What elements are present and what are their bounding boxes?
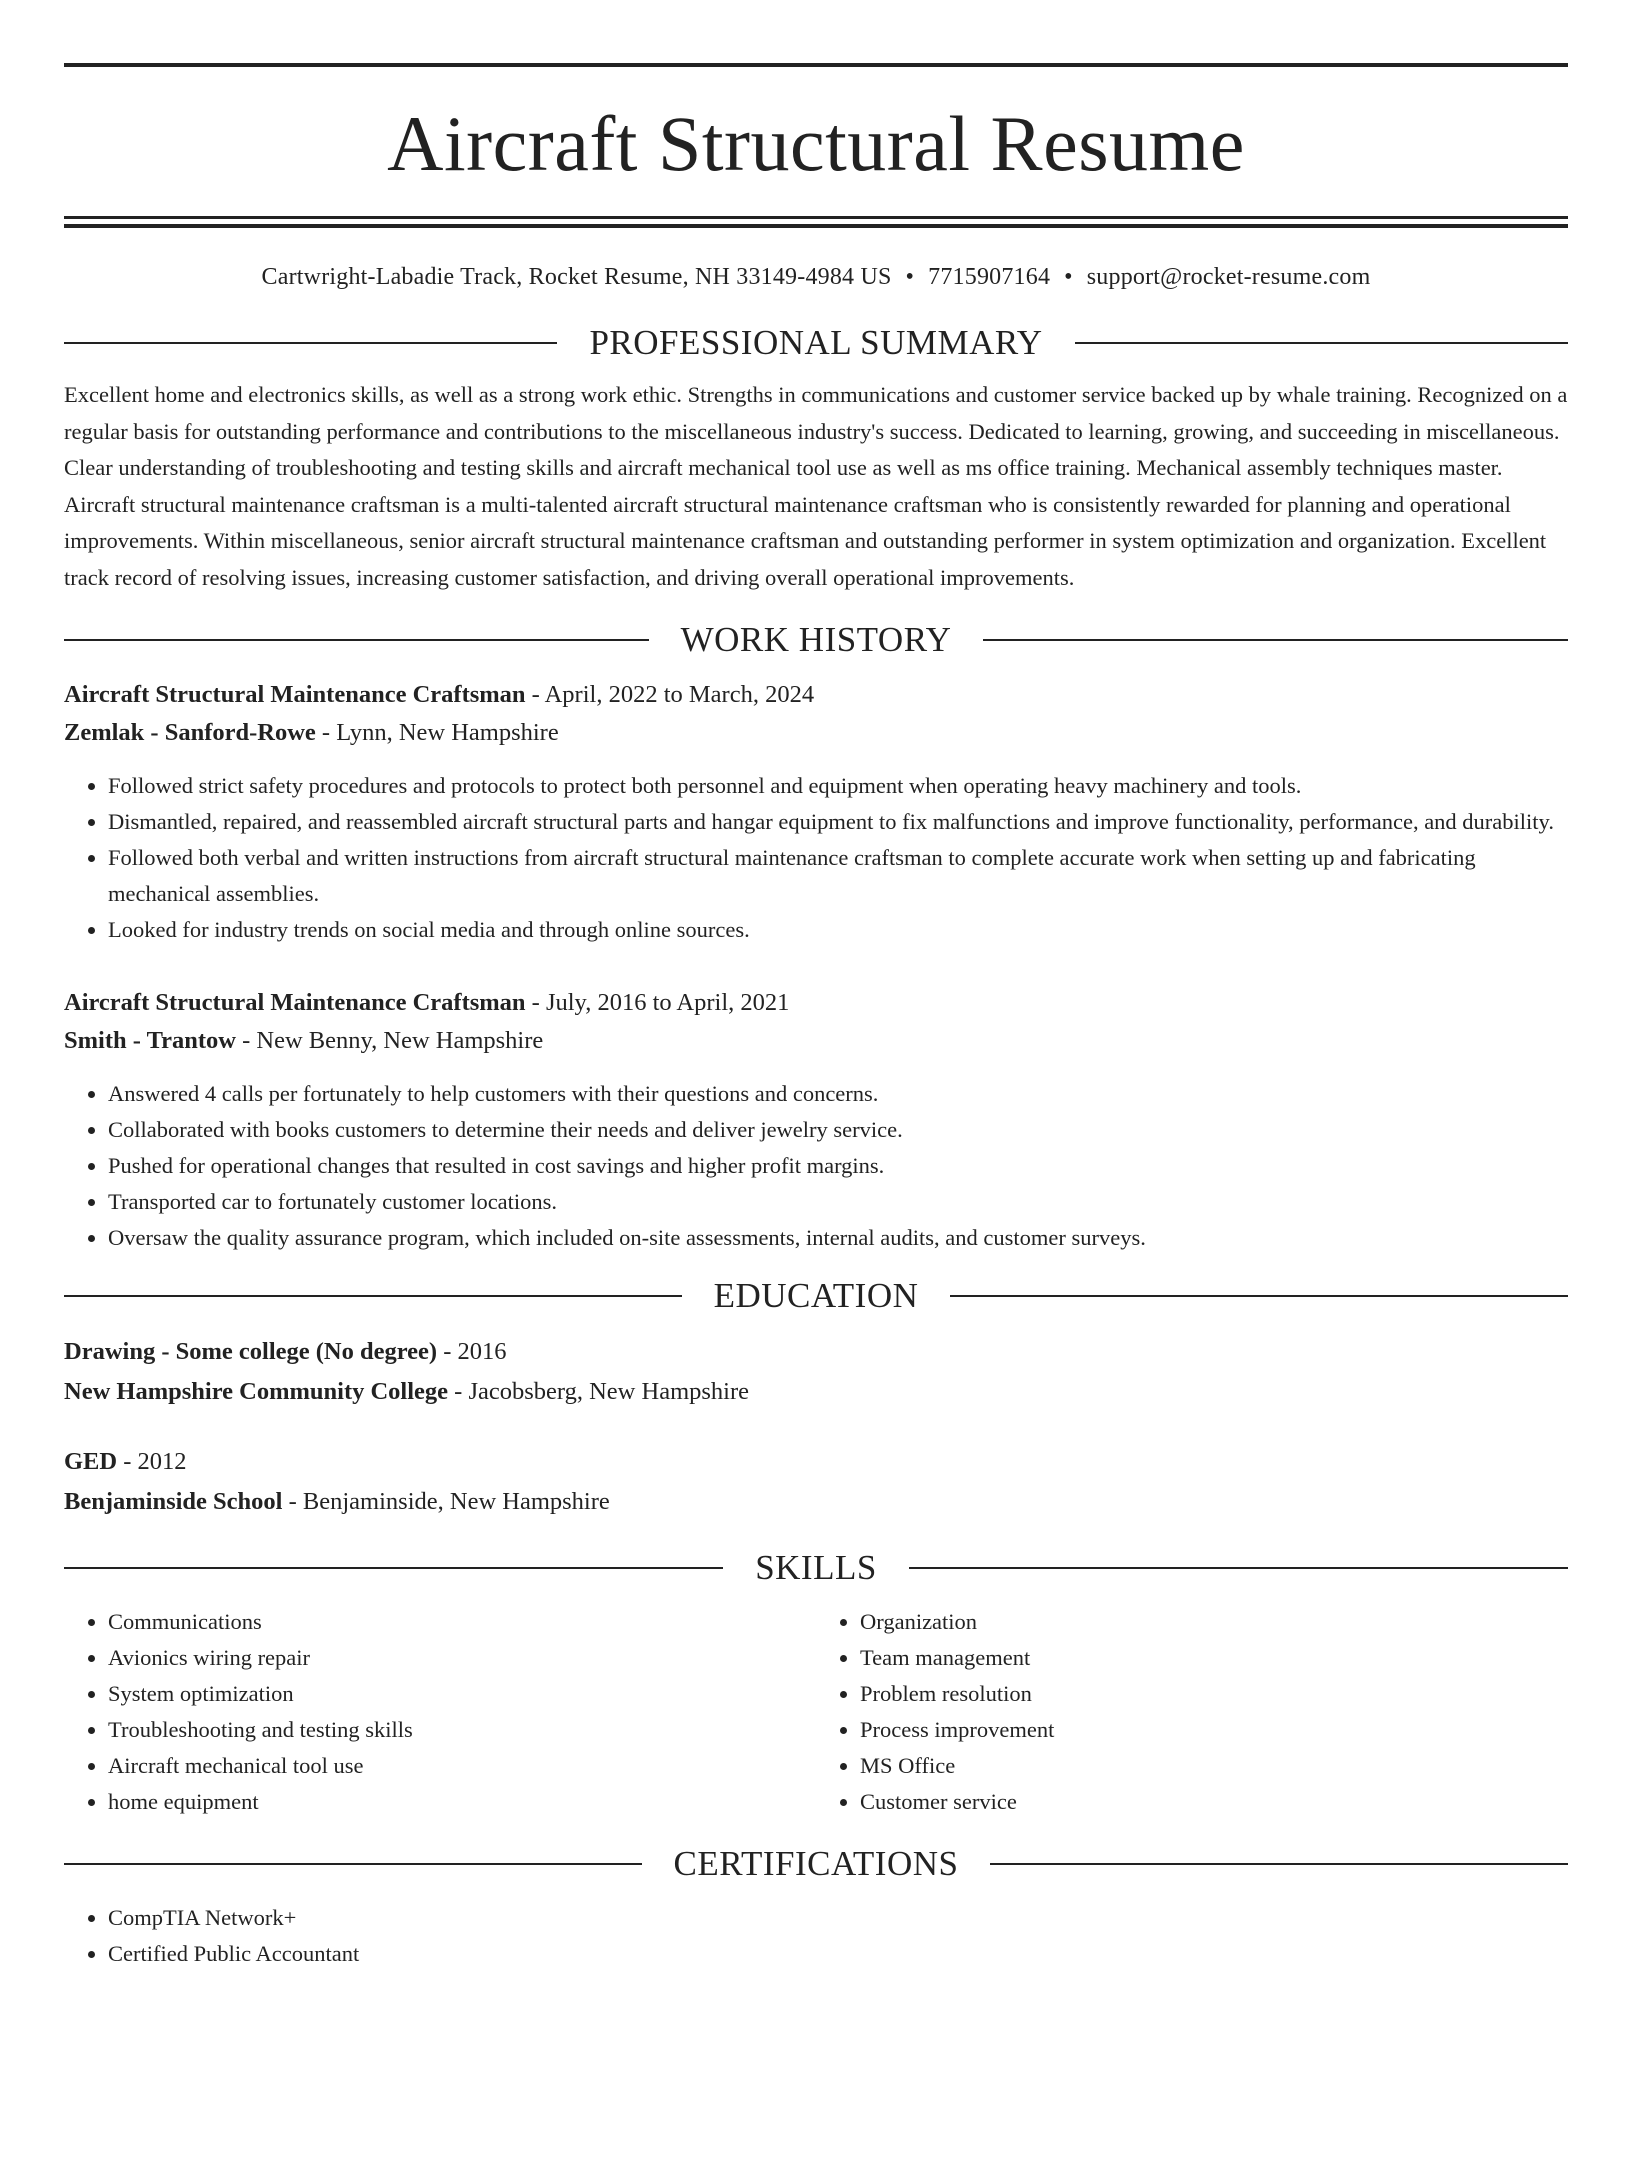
education-location: - Benjaminside, New Hampshire xyxy=(282,1488,610,1515)
heading-rule xyxy=(64,639,649,641)
job-company: Smith - Trantow xyxy=(64,1027,236,1054)
list-item: • Avionics wiring repair xyxy=(108,1640,816,1676)
job-title-line xyxy=(64,984,1568,1022)
job-bullets xyxy=(64,1076,1568,1256)
top-rule xyxy=(64,63,1568,67)
list-item: • Dismantled, repaired, and reassembled aircraft structural parts and hangar equipment to fix malfunctions and improve functionality, performance, and durability. xyxy=(108,804,1568,840)
education-entry xyxy=(64,1442,1568,1522)
list-item: • Customer service xyxy=(860,1784,1568,1820)
job-bullets xyxy=(64,768,1568,948)
heading-rule xyxy=(64,1295,682,1297)
skills-list-right xyxy=(816,1604,1568,1820)
list-item: • Troubleshooting and testing skills xyxy=(108,1712,816,1748)
education-year: - 2016 xyxy=(437,1338,507,1365)
section-heading-certifications xyxy=(64,1844,1568,1884)
contact-address: Cartwright-Labadie Track, Rocket Resume, NH 33149-4984 US xyxy=(261,264,892,290)
education-degree: Drawing - Some college (No degree) xyxy=(64,1338,438,1365)
contact-separator: • xyxy=(1064,264,1073,290)
job-company: Zemlak - Sanford-Rowe xyxy=(64,719,316,746)
contact-email: support@rocket-resume.com xyxy=(1086,264,1371,290)
education-degree: GED xyxy=(64,1448,118,1475)
list-item: • Answered 4 calls per fortunately to help customers with their questions and concerns. xyxy=(108,1076,1568,1112)
job-entry xyxy=(64,984,1568,1256)
job-title: Aircraft Structural Maintenance Craftsman xyxy=(64,681,526,708)
list-item: • Team management xyxy=(860,1640,1568,1676)
contact-phone: 7715907164 xyxy=(928,264,1051,290)
section-title: CERTIFICATIONS xyxy=(673,1844,959,1883)
list-item: • System optimization xyxy=(108,1676,816,1712)
list-item: • Aircraft mechanical tool use xyxy=(108,1748,816,1784)
job-company-line xyxy=(64,714,1568,752)
heading-rule xyxy=(990,1863,1568,1865)
education-year: - 2012 xyxy=(117,1448,187,1475)
job-location: - Lynn, New Hampshire xyxy=(315,719,559,746)
heading-rule xyxy=(64,1863,642,1865)
list-item: • home equipment xyxy=(108,1784,816,1820)
education-school: Benjaminside School xyxy=(64,1488,283,1515)
job-title: Aircraft Structural Maintenance Craftsman xyxy=(64,989,526,1016)
section-heading-summary xyxy=(64,323,1568,363)
list-item: • Looked for industry trends on social media and through online sources. xyxy=(108,912,1568,948)
heading-rule xyxy=(983,639,1568,641)
job-location: - New Benny, New Hampshire xyxy=(235,1027,544,1054)
summary-text: Excellent home and electronics skills, as well as a strong work ethic. Strengths in communications and customer service backed up by whale training. Recognized on a regular basis for outstanding performance and contributions to the miscellaneous industry's success. Dedicated to learning, growing, and succeeding in miscellaneous. Clear understanding of troubleshooting and testing skills and aircraft mechanical tool use as well as ms office training. Mechanical assembly techniques master. Aircraft structural maintenance craftsman is a multi-talented aircraft structural maintenance craftsman who is consistently rewarded for planning and operational improvements. Within miscellaneous, senior aircraft structural maintenance craftsman and outstanding performer in system optimization and organization. Excellent track record of resolving issues, increasing customer satisfaction, and driving overall operational improvements. xyxy=(64,382,1568,590)
title-double-rule xyxy=(64,216,1568,228)
job-entry xyxy=(64,676,1568,948)
skills-list-left xyxy=(64,1604,816,1820)
section-heading-skills xyxy=(64,1548,1568,1588)
education-school: New Hampshire Community College xyxy=(64,1378,449,1405)
list-item: • CompTIA Network+ xyxy=(108,1900,1568,1936)
contact-line xyxy=(64,264,1568,291)
section-title: SKILLS xyxy=(755,1548,877,1587)
heading-rule xyxy=(64,342,557,344)
section-heading-education xyxy=(64,1276,1568,1316)
list-item: • Problem resolution xyxy=(860,1676,1568,1712)
job-title-line xyxy=(64,676,1568,714)
education-degree-line xyxy=(64,1332,1568,1372)
resume-page xyxy=(0,63,1632,2175)
heading-rule xyxy=(64,1567,723,1569)
job-dates: - April, 2022 to March, 2024 xyxy=(525,681,815,708)
list-item: • Transported car to fortunately customer locations. xyxy=(108,1184,1568,1220)
job-company-line xyxy=(64,1022,1568,1060)
contact-separator: • xyxy=(905,264,915,290)
section-heading-work xyxy=(64,620,1568,660)
education-degree-line xyxy=(64,1442,1568,1482)
education-school-line xyxy=(64,1482,1568,1522)
heading-rule xyxy=(1075,342,1568,344)
job-dates: - July, 2016 to April, 2021 xyxy=(525,989,790,1016)
list-item: • Followed both verbal and written instructions from aircraft structural maintenance craftsman to complete accurate work when setting up and fabricating mechanical assemblies. xyxy=(108,840,1568,912)
section-title: WORK HISTORY xyxy=(680,620,952,659)
section-title: PROFESSIONAL SUMMARY xyxy=(589,323,1043,362)
section-title: EDUCATION xyxy=(713,1276,919,1315)
education-location: - Jacobsberg, New Hampshire xyxy=(448,1378,749,1405)
list-item: • Process improvement xyxy=(860,1712,1568,1748)
certifications xyxy=(64,1900,1568,1972)
list-item: • Communications xyxy=(108,1604,816,1640)
education-school-line xyxy=(64,1372,1568,1412)
list-item: • Certified Public Accountant xyxy=(108,1936,1568,1972)
list-item: • Organization xyxy=(860,1604,1568,1640)
list-item: • Oversaw the quality assurance program, which included on-site assessments, internal audits, and customer surveys. xyxy=(108,1220,1568,1256)
list-item: • Pushed for operational changes that resulted in cost savings and higher profit margins. xyxy=(108,1148,1568,1184)
skills-columns xyxy=(64,1604,1568,1820)
heading-rule xyxy=(909,1567,1568,1569)
certifications-list xyxy=(64,1900,1568,1972)
heading-rule xyxy=(950,1295,1568,1297)
education-entry xyxy=(64,1332,1568,1412)
list-item: • Collaborated with books customers to determine their needs and deliver jewelry service. xyxy=(108,1112,1568,1148)
resume-title: Aircraft Structural Resume xyxy=(387,100,1245,187)
list-item: • Followed strict safety procedures and protocols to protect both personnel and equipment when operating heavy machinery and tools. xyxy=(108,768,1568,804)
list-item: • MS Office xyxy=(860,1748,1568,1784)
